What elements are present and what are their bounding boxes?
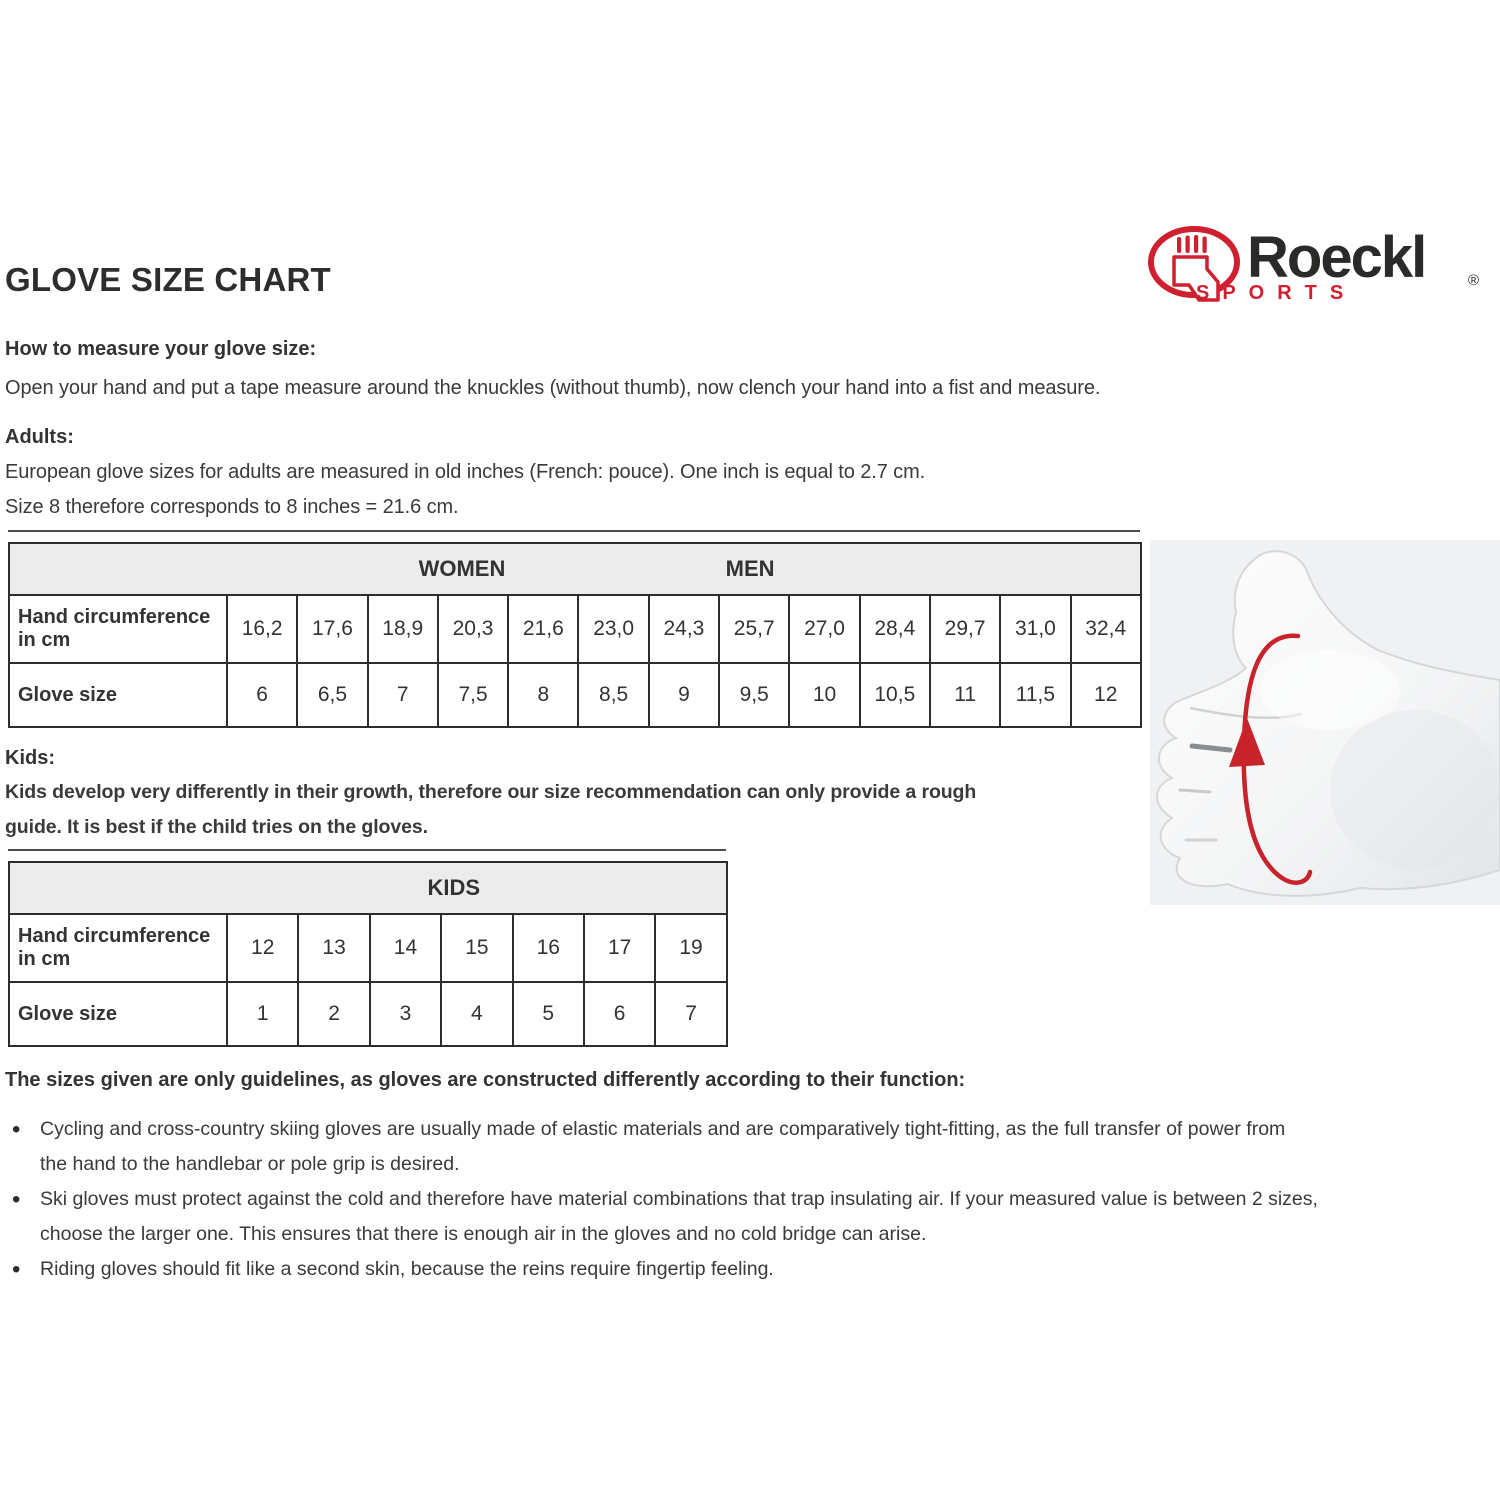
- table-cell: 16: [513, 914, 584, 982]
- kids-text-line2: guide. It is best if the child tries on the gloves.: [5, 816, 428, 838]
- table-cell: 20,3: [438, 595, 508, 663]
- kids-heading: Kids:: [5, 747, 55, 769]
- table-cell: 1: [227, 982, 298, 1046]
- table-cell: 4: [441, 982, 512, 1046]
- table-cell: 5: [513, 982, 584, 1046]
- logo-wordmark: Roeckl: [1247, 225, 1426, 290]
- table-cell: 14: [370, 914, 441, 982]
- table-cell: 10,5: [860, 663, 930, 727]
- bullet-cycling-line1: [5, 1117, 1285, 1141]
- table-cell: 32,4: [1071, 595, 1141, 663]
- kids-size-table: [8, 861, 728, 1047]
- table-cell: 7,5: [438, 663, 508, 727]
- group-header-kids: KIDS: [427, 875, 481, 900]
- table-cell: 8,5: [578, 663, 648, 727]
- table-cell: 31,0: [1000, 595, 1070, 663]
- bullet-text: Ski gloves must protect against the cold and therefore have material combinations that trap insulating air. If your measured value is between 2 sizes,: [40, 1188, 1318, 1210]
- hand-measure-figure: [1150, 540, 1500, 905]
- table-cell: 6: [584, 982, 655, 1046]
- adults-size-table: [8, 542, 1142, 728]
- table-cell: 6: [227, 663, 297, 727]
- table-cell: 17: [584, 914, 655, 982]
- adults-text-line2: Size 8 therefore corresponds to 8 inches = 21.6 cm.: [5, 496, 459, 518]
- logo-sports-label: SPORTS: [1196, 282, 1357, 304]
- adults-text-line1: European glove sizes for adults are measured in old inches (French: pouce). One inch is equal to 2.7 cm.: [5, 461, 926, 483]
- bullet-ski-line2: [5, 1222, 926, 1246]
- table-cell: 19: [655, 914, 726, 982]
- rule-above-adults-table: [8, 530, 1140, 532]
- table-cell: 8: [508, 663, 578, 727]
- kids-group-header-row: [9, 862, 727, 914]
- table-cell: 7: [368, 663, 438, 727]
- bullet-text: Riding gloves should fit like a second skin, because the reins require fingertip feeling.: [40, 1258, 774, 1280]
- table-cell: 11: [930, 663, 1000, 727]
- registered-trademark: ®: [1468, 272, 1480, 289]
- kids-glove-size-row: [9, 982, 727, 1046]
- table-cell: 10: [789, 663, 859, 727]
- howto-heading: How to measure your glove size:: [5, 338, 317, 360]
- howto-text: Open your hand and put a tape measure around the knuckles (without thumb), now clench your hand into a fist and measure.: [5, 377, 1101, 399]
- table-cell: 17,6: [297, 595, 367, 663]
- row-label-glove-size: Glove size: [9, 982, 227, 1046]
- bullet-cycling-line2: [5, 1152, 460, 1176]
- page-title: GLOVE SIZE CHART: [5, 261, 331, 298]
- table-cell: 15: [441, 914, 512, 982]
- adults-group-header-row: [9, 543, 1141, 595]
- bullet-text: the hand to the handlebar or pole grip is desired.: [40, 1153, 460, 1175]
- table-cell: 24,3: [649, 595, 719, 663]
- table-cell: 12: [1071, 663, 1141, 727]
- table-cell: 7: [655, 982, 726, 1046]
- footer-heading: The sizes given are only guidelines, as gloves are constructed differently according to their function:: [5, 1069, 966, 1091]
- table-cell: 9,5: [719, 663, 789, 727]
- table-cell: 3: [370, 982, 441, 1046]
- kids-circumference-row: [9, 914, 727, 982]
- table-cell: 2: [298, 982, 369, 1046]
- table-cell: 29,7: [930, 595, 1000, 663]
- table-cell: 27,0: [789, 595, 859, 663]
- rule-above-kids-table: [8, 849, 726, 851]
- table-cell: 18,9: [368, 595, 438, 663]
- row-label-glove-size: Glove size: [9, 663, 227, 727]
- table-cell: 9: [649, 663, 719, 727]
- adults-circumference-row: [9, 595, 1141, 663]
- row-label-circumference: Hand circumference in cm: [9, 595, 227, 663]
- bullet-text: Cycling and cross-country skiing gloves are usually made of elastic materials and are comparatively tight-fitting, as the full transfer of power from: [40, 1118, 1286, 1140]
- table-cell: 28,4: [860, 595, 930, 663]
- group-header-men: MEN: [725, 556, 775, 581]
- table-cell: 16,2: [227, 595, 297, 663]
- group-header-women: WOMEN: [418, 556, 506, 581]
- adults-heading: Adults:: [5, 426, 74, 448]
- table-cell: 13: [298, 914, 369, 982]
- table-cell: 12: [227, 914, 298, 982]
- table-cell: 25,7: [719, 595, 789, 663]
- bullet-ski-line1: [5, 1187, 1318, 1211]
- bullet-text: choose the larger one. This ensures that there is enough air in the gloves and no cold bridge can arise.: [40, 1223, 927, 1245]
- row-label-circumference: Hand circumference in cm: [9, 914, 227, 982]
- table-cell: 11,5: [1000, 663, 1070, 727]
- table-cell: 21,6: [508, 595, 578, 663]
- table-cell: 6,5: [297, 663, 367, 727]
- kids-text-line1: Kids develop very differently in their growth, therefore our size recommendation can only provide a rough: [5, 781, 977, 803]
- bullet-riding-line1: [5, 1257, 774, 1281]
- adults-glove-size-row: [9, 663, 1141, 727]
- table-cell: 23,0: [578, 595, 648, 663]
